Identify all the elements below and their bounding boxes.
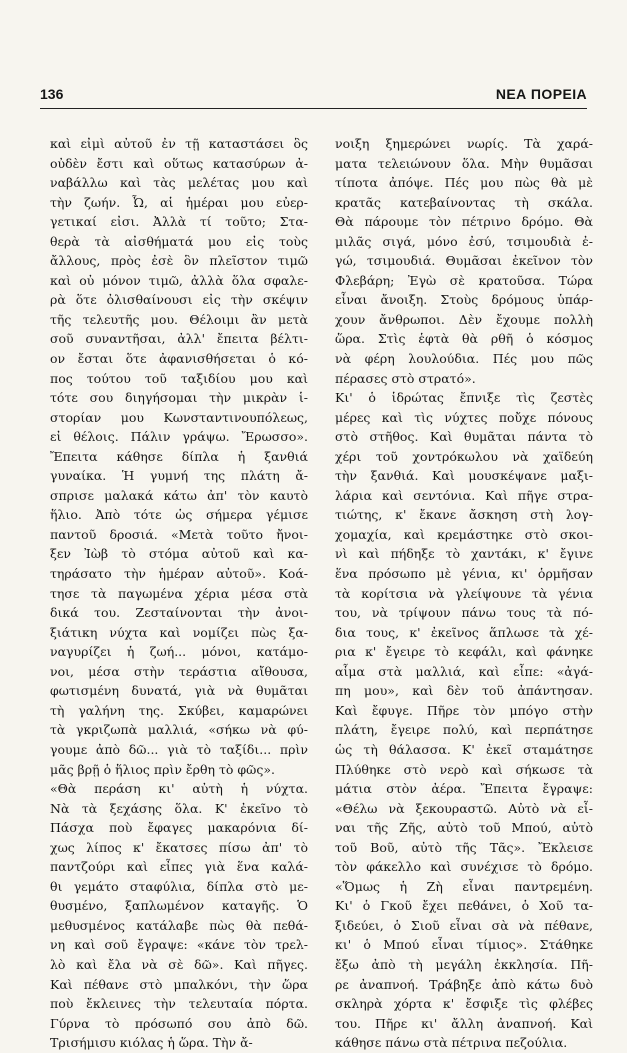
- text-line: δια τους, κ' ἐκεῖνος ἅπλωσε τὰ χέ-: [335, 624, 593, 640]
- text-line: τότε σου διηγήσομαι τὴν μικρὰν ἱ-: [50, 390, 308, 406]
- text-line: «Θὰ περάση κι' αὐτὴ ἡ νύχτα.: [50, 781, 308, 797]
- text-line: ματα τελειώνουν ὅλα. Μὴν θυμᾶσαι: [335, 155, 593, 171]
- text-line: τῆς τελευτῆς μου. Θέλοιμι ἂν μετὰ: [50, 311, 308, 327]
- text-line: χως λίπος κ' ἔκατσες πίσω ἀπ' τὸ: [50, 839, 308, 855]
- text-line: μᾶς βρῇ ὁ ἥλιος πρὶν ἔρθη τὸ φῶς».: [50, 761, 275, 777]
- text-line: δικά του. Ζεσταίνονται τὴν ἀνοι-: [50, 605, 308, 621]
- text-line: σκληρὰ χόρτα κ' ἔσφιξε τὶς φλέβες: [335, 996, 593, 1012]
- text-line: Θὰ πάρουμε τὸν πέτρινο δρόμο. Θὰ: [335, 214, 593, 230]
- text-line: ρια κ' ἔγειρε τὸ κεφάλι, καὶ φάνηκε: [335, 644, 593, 660]
- text-line: λὸ καὶ ἔλα νὰ σὲ δῶ». Καὶ πῆγες.: [50, 956, 308, 972]
- text-line: στορίαν μου Κωνσταντινουπόλεως,: [50, 409, 308, 425]
- text-line: κρατᾶς κατεβαίνοντας τὴ σκάλα.: [335, 194, 593, 210]
- text-line: πη μου», καὶ δὲν τοῦ ἀπάντησαν.: [335, 683, 593, 699]
- text-line: ρὰ ὅτε ὀλισθαίνουσι εἰς τὴν σκέψιν: [50, 292, 308, 308]
- text-line: εἰ θέλοις. Πάλιν γράψω. Ἔρωσσο».: [50, 429, 308, 445]
- text-line: ξεν Ἰὼβ τὸ στόμα αὐτοῦ καὶ κα-: [50, 546, 308, 562]
- text-line: ποὺ ἔκλεινες τὴν τελευταία πόρτα.: [50, 996, 308, 1012]
- text-line: Φλεβάρη; Ἐγὼ σὲ κρατοῦσα. Τώρα: [335, 272, 593, 288]
- text-line: νοι, μέσα στὴν τεράστια αἴθουσα,: [50, 663, 308, 679]
- text-line: τὴν ξανθιά. Καὶ μουσκέψανε μαξι-: [335, 468, 593, 484]
- text-line: τησε τὰ παγωμένα χέρια μέσα στὰ: [50, 585, 308, 601]
- text-line: λάρια καὶ σεντόνια. Καὶ πῆγε στρα-: [335, 487, 593, 503]
- text-line: πέρασες στὸ στρατό».: [335, 370, 476, 386]
- text-line: κάθησε πάνω στὰ πέτρινα πεζούλια.: [335, 1035, 568, 1051]
- text-line: Γύρνα τὸ πρόσωπό σου ἀπὸ δῶ.: [50, 1015, 308, 1031]
- text-line: πλάτη, ἔγειρε πολύ, καὶ περπάτησε: [335, 722, 593, 738]
- text-line: Πλύθηκε στὸ νερὸ καὶ σήκωσε τὰ: [335, 761, 593, 777]
- text-line: Νὰ τὰ ξεχάσης ὅλα. Κ' ἐκεῖνο τὸ: [50, 800, 308, 816]
- text-line: καὶ οὐ μόνον τιμῶ, ἀλλὰ ὅλα σφαλε-: [50, 272, 308, 288]
- text-line: Ἔπειτα κάθησε δίπλα ἡ ξανθιά: [50, 448, 308, 464]
- text-line: ον ἔσται ὅτε ἀφανισθήσεται ὁ κό-: [50, 351, 308, 367]
- text-line: καὶ εἰμὶ αὐτοῦ ἐν τῇ καταστάσει ὃς: [50, 136, 308, 151]
- text-line: σοῦ συναντῆσαι, ἀλλ' ἔπειτα βέλτι-: [50, 331, 308, 347]
- text-line: Κι' ὁ Γκοῦ ἔχει πεθάνει, ὁ Χοῦ τα-: [335, 898, 593, 914]
- text-line: τὰ γκριζωπὰ μαλλιά, «σήκω νὰ φύ-: [50, 722, 308, 738]
- text-line: ἥλιο. Ἀπὸ τότε ὡς σήμερα γέμισε: [50, 507, 308, 523]
- text-line: κι' ὁ Μπού εἶναι τίμιος». Στάθηκε: [335, 937, 593, 953]
- text-line: ξιδεύει, ὁ Σιοῦ εἶναι σὰ νὰ πέθανε,: [335, 917, 593, 933]
- text-line: τὸν φάκελλο καὶ συνέχισε τὸ δρόμο.: [335, 859, 593, 875]
- text-line: τὴν ζωήν. Ὦ, αἱ ἡμέραι μου εὐερ-: [50, 194, 308, 210]
- text-line: φωτισμένη δυνατά, γιὰ νὰ θυμᾶται: [50, 683, 308, 699]
- text-line: τηράσατο τὴν ἡμέραν αὐτοῦ». Κοά-: [50, 566, 308, 582]
- text-line: ναβάλλω καὶ τὰς μελέτας μου καὶ: [50, 175, 308, 191]
- text-line: παντοῦ δροσιά. «Μετὰ τοῦτο ἤνοι-: [50, 526, 308, 542]
- text-line: μεθυσμένος κατάλαβε πὼς θὰ πεθά-: [50, 917, 308, 933]
- text-line: ἔξω ἀπὸ τὴ μεγάλη ἐκκλησία. Πῆ-: [335, 956, 593, 972]
- text-line: του. Πῆρε κι' ἄλλη ἀναπνοή. Καὶ: [335, 1015, 593, 1031]
- text-line: θυσμένο, ξαπλωμένον καταγῆς. Ὁ: [50, 898, 308, 914]
- text-line: τίποτα ἀπόψε. Πές μου πὼς θὰ μὲ: [335, 175, 593, 191]
- text-line: μέρες καὶ τὶς νύχτες ποὔχε πόνους: [335, 409, 593, 425]
- text-line: ρε ἀναπνοή. Τράβηξε ἀπὸ κάτω δυὸ: [335, 976, 593, 992]
- text-line: τὴ γαλήνη της. Σκύβει, καμαρώνει: [50, 702, 308, 718]
- text-line: «Ὅμως ἡ Ζὴ εἶναι παντρεμένη.: [335, 878, 593, 894]
- text-line: γουμε ἀπὸ δῶ... γιὰ τὸ ταξίδι... πρὶν: [50, 741, 308, 757]
- text-line: νοιξη ξημερώνει νωρίς. Τὰ χαρά-: [335, 136, 593, 151]
- right-text-column: [335, 134, 593, 1053]
- text-line: ἕνα πρόσωπο μὲ γένια, κι' ὁρμῆσαν: [335, 566, 593, 582]
- text-line: γώ, τσιμουδιά. Θυμᾶσαι ἐκεῖνον τὸν: [335, 253, 593, 269]
- text-line: χομαχία, καὶ κρεμάστηκε στὸ σκοι-: [335, 526, 593, 542]
- text-line: «Θέλω νὰ ξεκουραστῶ. Αὐτὸ νὰ εἶ-: [335, 800, 593, 816]
- text-line: πος τούτου τοῦ ταξιδίου μου καὶ: [50, 370, 308, 386]
- text-line: θερὰ τὰ αἰσθήματά μου εἰς τοὺς: [50, 233, 308, 249]
- running-title: ΝΕΑ ΠΟΡΕΙΑ: [495, 86, 587, 102]
- text-line: τὰ κορίτσια νὰ γλείψουνε τὰ γένια: [335, 585, 593, 601]
- text-line: νὶ καὶ πήδηξε τὸ χαντάκι, κ' ἔγινε: [335, 546, 593, 562]
- text-line: νὰ φέρη λουλούδια. Πές μου πῶς: [335, 351, 593, 367]
- left-text-column: [50, 134, 308, 1053]
- text-line: ναγυρίζει ἡ ζωή... μόνοι, κατάμο-: [50, 644, 308, 660]
- text-line: ὡς τὴ θάλασσα. Κ' ἐκεῖ σταμάτησε: [335, 741, 593, 757]
- text-line: Κι' ὁ ἱδρώτας ἔπνιξε τὶς ζεστὲς: [335, 390, 593, 406]
- text-line: νη καὶ σοῦ ἔγραψε: «κάνε τὸν τρελ-: [50, 937, 308, 953]
- text-line: ξιάτικη νύχτα καὶ νομίζει πὼς ξα-: [50, 624, 308, 640]
- text-line: στὸ στῆθος. Καὶ θυμᾶται πάντα τὸ: [335, 429, 593, 445]
- text-line: μάτια στὸν ἀέρα. Ἔπειτα ἔγραψε:: [335, 781, 593, 797]
- text-line: μιλᾶς σιγά, μόνο ἐσύ, τσιμουδιὰ ἐ-: [335, 233, 593, 249]
- text-line: τιώτης, κ' ἔκανε ἄσκηση στὴ λογ-: [335, 507, 593, 523]
- text-line: θι γεμάτο σταφύλια, δίπλα στὸ με-: [50, 878, 308, 894]
- text-line: Τρισήμισυ κιόλας ἡ ὥρα. Τὴν ἄ-: [50, 1035, 253, 1051]
- text-line: χέρι τοῦ χοντρόκωλου νὰ χαϊδεύη: [335, 448, 593, 464]
- text-line: τοῦ Βοῦ, αὐτὸ τῆς Τᾶς». Ἔκλεισε: [335, 839, 593, 855]
- text-line: γετικαί εἰσι. Ἀλλὰ τί τοῦτο; Στα-: [50, 214, 308, 230]
- text-line: σπρισε μαλακά κάτω ἀπ' τὸν καυτὸ: [50, 487, 308, 503]
- text-line: του, νὰ τρίψουν πάνω τους τὰ πό-: [335, 605, 593, 621]
- page-header: [40, 86, 587, 109]
- text-line: Καὶ πέθανε στὸ μπαλκόνι, τὴν ὥρα: [50, 976, 308, 992]
- text-line: Πάσχα ποὺ ἔφαγες μακαρόνια δί-: [50, 820, 308, 836]
- text-line: αἷμα στὰ μαλλιά, καὶ εἶπε: «ἀγά-: [335, 663, 593, 679]
- text-line: ναι τῆς Ζῆς, αὐτὸ τοῦ Μπού, αὐτὸ: [335, 820, 593, 836]
- text-line: ὥρα. Στὶς ἑφτὰ θὰ ρθῆ ὁ κόσμος: [335, 331, 593, 347]
- text-line: ἄλλους, πρὸς ἐσὲ ὃν πλεῖστον τιμῶ: [50, 253, 308, 269]
- page-number: 136: [40, 86, 64, 102]
- text-line: χουν ἄνθρωποι. Δὲν ἔχουμε πολλὴ: [335, 311, 593, 327]
- text-line: οὐδὲν ἔστι καὶ οὕτως κατασύρων ἀ-: [50, 155, 308, 171]
- text-line: παντζούρι καὶ εἶπες γιὰ ἕνα καλά-: [50, 859, 308, 875]
- text-line: Καὶ ἔφυγε. Πῆρε τὸν μπόγο στὴν: [335, 702, 593, 718]
- text-line: εἶναι ἄνοιξη. Στοὺς δρόμους ὑπάρ-: [335, 292, 593, 308]
- text-line: γυναίκα. Ἡ γυμνή της πλάτη ἄ-: [50, 468, 308, 484]
